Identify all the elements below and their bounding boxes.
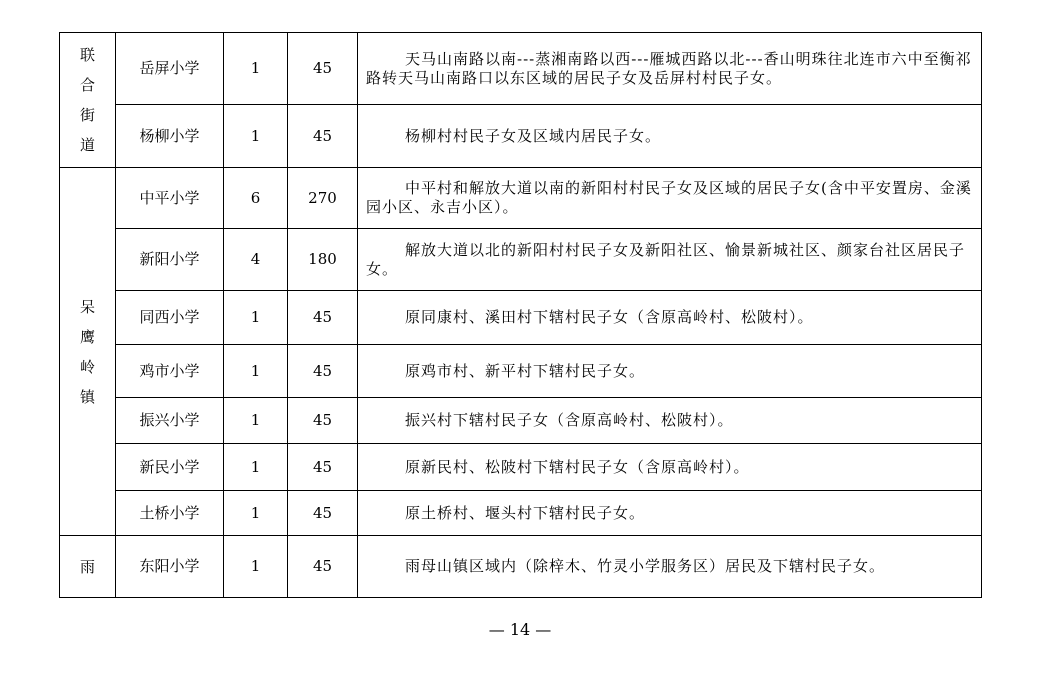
class-count: 1 [224, 491, 288, 536]
region-cell [60, 33, 116, 168]
school-name: 振兴小学 [116, 398, 224, 444]
table-row [60, 291, 982, 345]
region-name: 联合街道 [79, 46, 95, 154]
class-count: 1 [224, 33, 288, 105]
school-name: 中平小学 [116, 168, 224, 229]
region-cell [60, 168, 116, 536]
region-name: 呆鹰岭镇 [79, 297, 95, 406]
school-name: 新民小学 [116, 444, 224, 491]
student-count: 45 [288, 536, 358, 598]
service-area: 中平村和解放大道以南的新阳村村民子女及区域的居民子女(含中平安置房、金溪园小区、永吉小区）。 [358, 168, 982, 229]
student-count: 45 [288, 345, 358, 398]
region-cell [60, 536, 116, 598]
student-count: 270 [288, 168, 358, 229]
school-district-table [59, 32, 982, 598]
class-count: 1 [224, 345, 288, 398]
service-area: 振兴村下辖村民子女（含原高岭村、松陂村）。 [358, 398, 982, 444]
table-row [60, 444, 982, 491]
page-number: — 14 — [488, 620, 552, 639]
service-area: 原土桥村、堰头村下辖村民子女。 [358, 491, 982, 536]
region-name: 雨 [79, 557, 95, 576]
class-count: 1 [224, 444, 288, 491]
table-row [60, 345, 982, 398]
student-count: 180 [288, 229, 358, 291]
table-row [60, 105, 982, 168]
table-row [60, 491, 982, 536]
class-count: 1 [224, 291, 288, 345]
table-row [60, 398, 982, 444]
service-area: 原鸡市村、新平村下辖村民子女。 [358, 345, 982, 398]
service-area: 杨柳村村民子女及区域内居民子女。 [358, 105, 982, 168]
school-name: 鸡市小学 [116, 345, 224, 398]
student-count: 45 [288, 105, 358, 168]
student-count: 45 [288, 33, 358, 105]
class-count: 6 [224, 168, 288, 229]
school-name: 土桥小学 [116, 491, 224, 536]
service-area: 原新民村、松陂村下辖村民子女（含原高岭村）。 [358, 444, 982, 491]
class-count: 1 [224, 105, 288, 168]
service-area: 天马山南路以南---蒸湘南路以西---雁城西路以北---香山明珠往北连市六中至衡祁路转天马山南路口以东区域的居民子女及岳屏村村民子女。 [358, 33, 982, 105]
service-area: 解放大道以北的新阳村村民子女及新阳社区、愉景新城社区、颜家台社区居民子女。 [358, 229, 982, 291]
class-count: 1 [224, 536, 288, 598]
class-count: 4 [224, 229, 288, 291]
school-name: 同西小学 [116, 291, 224, 345]
school-name: 东阳小学 [116, 536, 224, 598]
service-area: 雨母山镇区域内（除梓木、竹灵小学服务区）居民及下辖村民子女。 [358, 536, 982, 598]
student-count: 45 [288, 291, 358, 345]
student-count: 45 [288, 398, 358, 444]
student-count: 45 [288, 491, 358, 536]
service-area: 原同康村、溪田村下辖村民子女（含原高岭村、松陂村）。 [358, 291, 982, 345]
table-row [60, 168, 982, 229]
student-count: 45 [288, 444, 358, 491]
school-name: 新阳小学 [116, 229, 224, 291]
table-row [60, 536, 982, 598]
class-count: 1 [224, 398, 288, 444]
table-row [60, 229, 982, 291]
table-row [60, 33, 982, 105]
school-name: 杨柳小学 [116, 105, 224, 168]
school-name: 岳屏小学 [116, 33, 224, 105]
